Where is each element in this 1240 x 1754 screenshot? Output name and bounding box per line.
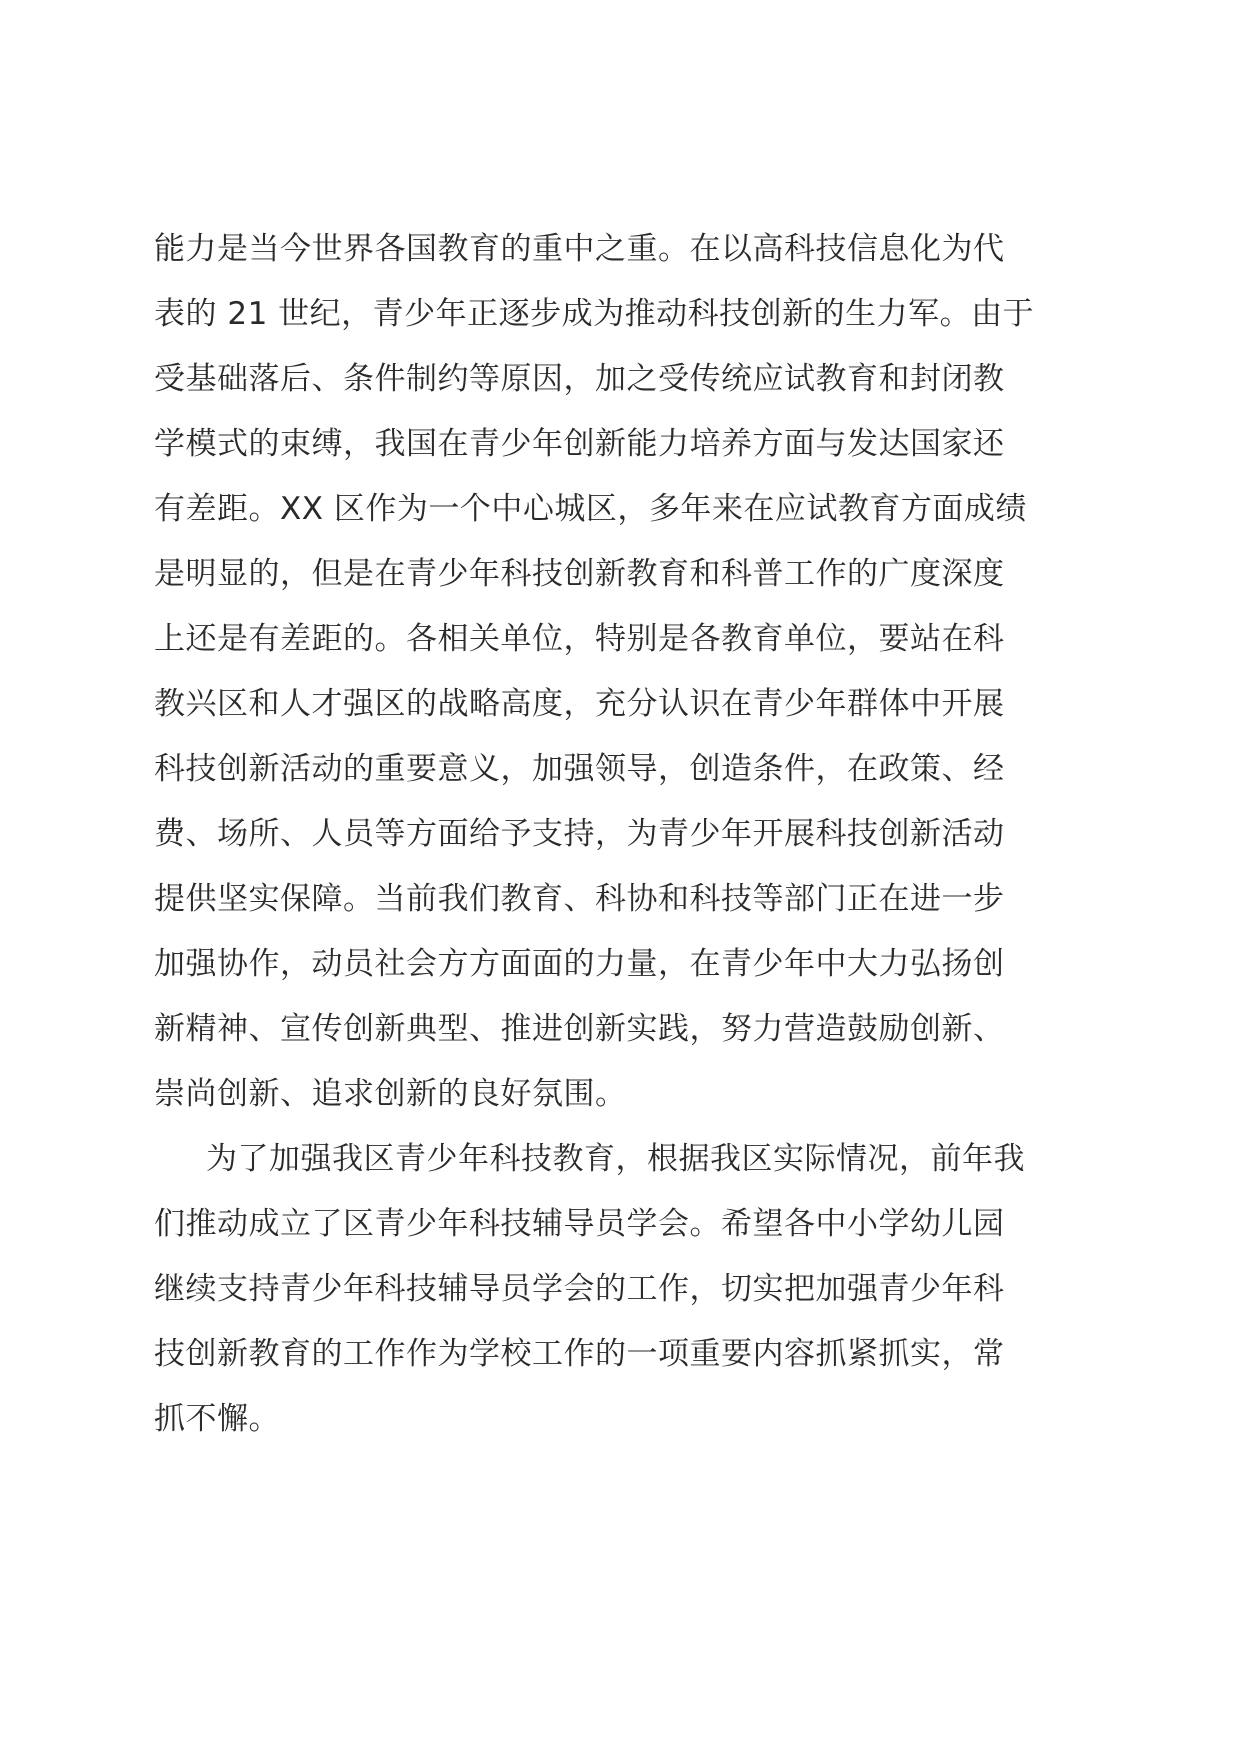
text-line: 学模式的束缚，我国在青少年创新能力培养方面与发达国家还 [154,426,1005,462]
text-line: 继续支持青少年科技辅导员学会的工作，切实把加强青少年科 [154,1271,1005,1307]
text-line: 是明显的，但是在青少年科技创新教育和科普工作的广度深度 [154,556,1005,592]
text-line: 表的 21 世纪，青少年正逐步成为推动科技创新的生力军。由于 [154,296,1035,332]
text-line: 科技创新活动的重要意义，加强领导，创造条件，在政策、经 [154,751,1005,787]
text-line: 受基础落后、条件制约等原因，加之受传统应试教育和封闭教 [154,361,1005,397]
text-line: 技创新教育的工作作为学校工作的一项重要内容抓紧抓实，常 [154,1336,1005,1372]
text-line: 教兴区和人才强区的战略高度，充分认识在青少年群体中开展 [154,686,1005,722]
paragraph-2 [154,1127,1094,1452]
text-line: 崇尚创新、追求创新的良好氛围。 [154,1076,627,1112]
text-line: 加强协作，动员社会方方面面的力量，在青少年中大力弘扬创 [154,946,1005,982]
text-line: 抓不懈。 [154,1401,280,1437]
text-line: 提供坚实保障。当前我们教育、科协和科技等部门正在进一步 [154,881,1005,917]
text-line: 们推动成立了区青少年科技辅导员学会。希望各中小学幼儿园 [154,1206,1005,1242]
text-line: 上还是有差距的。各相关单位，特别是各教育单位，要站在科 [154,621,1005,657]
text-line: 费、场所、人员等方面给予支持，为青少年开展科技创新活动 [154,816,1005,852]
text-line: 能力是当今世界各国教育的重中之重。在以高科技信息化为代 [154,231,1005,267]
text-line: 为了加强我区青少年科技教育，根据我区实际情况，前年我 [206,1141,1025,1177]
text-line: 有差距。XX 区作为一个中心城区，多年来在应试教育方面成绩 [154,491,1027,527]
document-body [154,217,1094,1452]
paragraph-1 [154,217,1094,1127]
text-line: 新精神、宣传创新典型、推进创新实践，努力营造鼓励创新、 [154,1011,1005,1047]
